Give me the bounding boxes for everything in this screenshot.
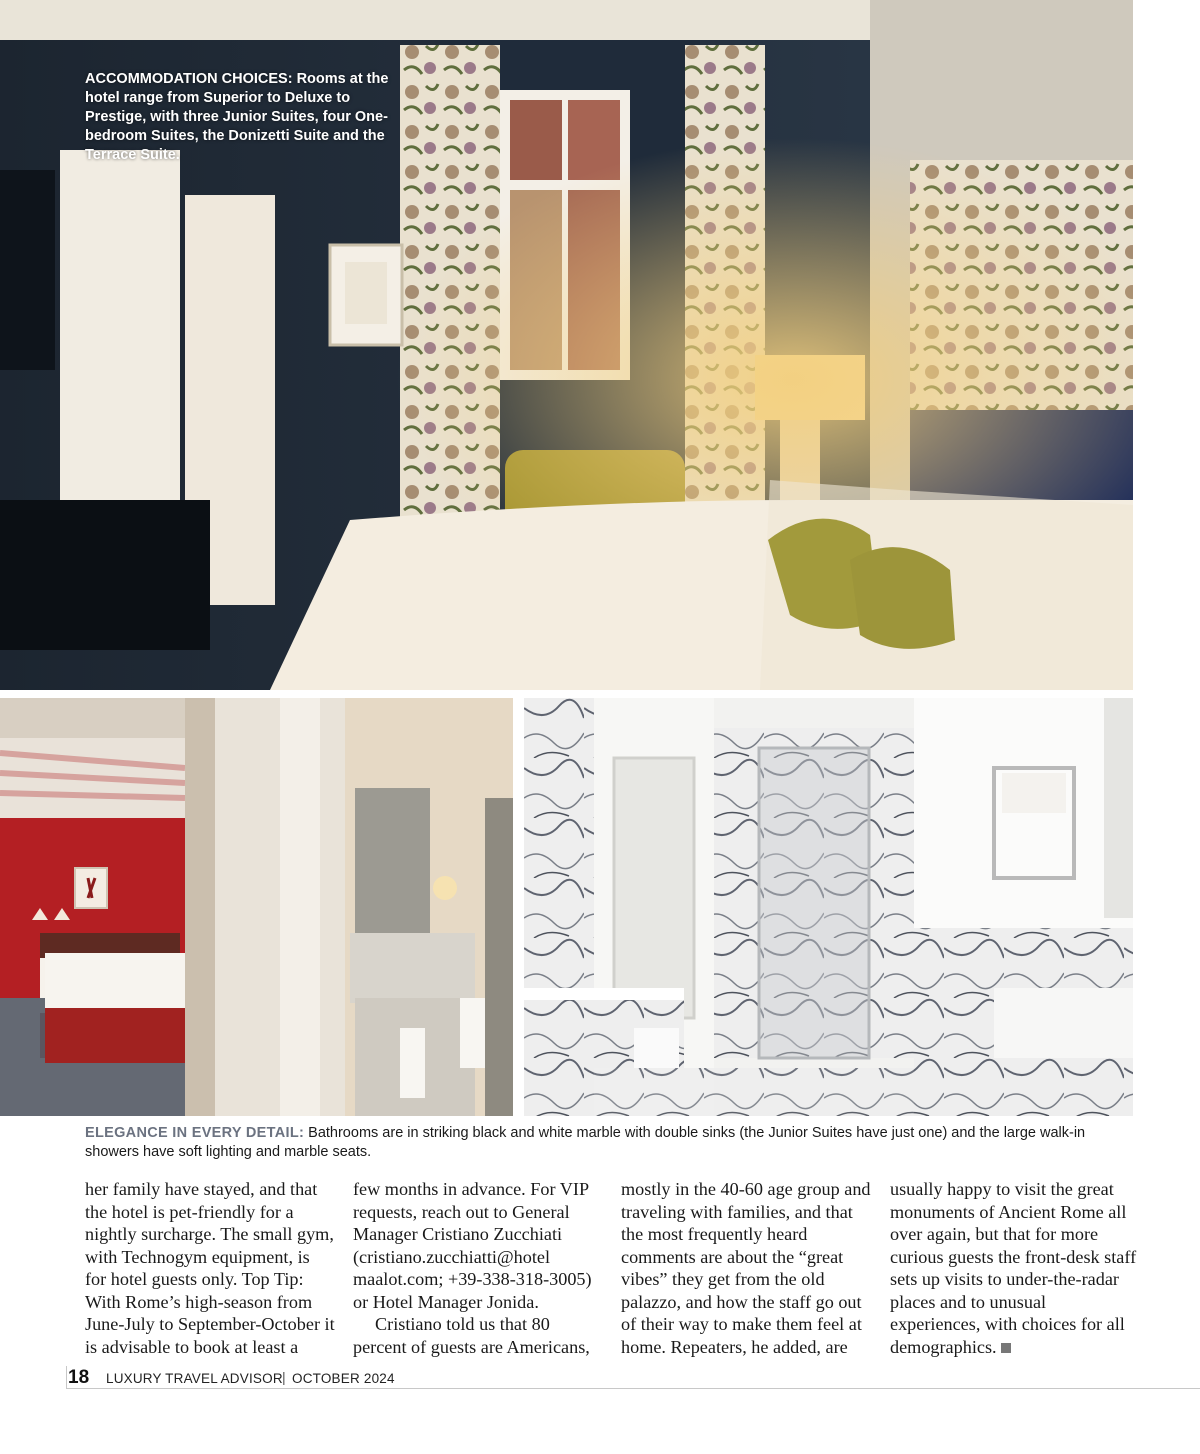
article-paragraph: mostly in the 40-60 age group and traveling with families, and that the most frequently heard comments are about the “great vibes” they get from the old palazzo, and how the staff go out of their way to make them feel at home. Repeaters, he added, are [621,1179,871,1357]
article-paragraph: Cristiano told us that 80 percent of guests are Americans, [353,1314,590,1357]
caption-body: Bathrooms are in striking black and white marble with double sinks (the Junior Suites have just one) and the large walk-in showers have soft lighting and marble seats. [85,1125,1086,1160]
photo-overlay-caption: ACCOMMODATION CHOICES: Rooms at the hotel range from Superior to Deluxe to Prestige, with three Junior Suites, four One-bedroom Suites, the Donizetti Suite and the Terrace Suite. [85,71,389,163]
page-number: 18 [68,1367,90,1388]
article-column-2 [353,1178,603,1358]
article-column-4 [890,1178,1140,1358]
footer-horizontal-rule [66,1388,1200,1389]
marble-bathroom-photo [524,698,1133,1116]
suite-doorway-photo [0,698,513,1116]
article-column-3 [621,1178,871,1358]
end-of-article-mark [1001,1343,1011,1353]
article-columns [0,1178,1200,1368]
article-text: usually happy to visit the great monuments of Ancient Rome all over again, but that for more curious guests the front-desk staff sets up visits to under-the-radar places and to unusual experiences, with choices for all demographics. [890,1179,1137,1357]
article-paragraph: her family have stayed, and that the hotel is pet-friendly for a nightly surcharge. The small gym, with Technogym equipment, is for hotel guests only. Top Tip: With Rome’s high-season from June-July to September-October it is advisable to book at least a [85,1179,335,1357]
article-paragraph [890,1178,1140,1358]
article-column-1 [85,1178,335,1358]
article-paragraph: few months in advance. For VIP requests, reach out to General Manager Cristiano Zucchiati (cristiano.zucchiatti@hotel maalot.com; +39-338-318-3005) or Hotel Manager Jonida. [353,1179,592,1312]
publication-name: LUXURY TRAVEL ADVISOR [106,1371,283,1386]
footer-separator: | [282,1369,286,1385]
issue-date: OCTOBER 2024 [292,1371,395,1386]
caption-lead: ELEGANCE IN EVERY DETAIL: [85,1125,305,1141]
footer-vertical-rule [66,1366,67,1388]
photo-caption [85,1124,1125,1162]
